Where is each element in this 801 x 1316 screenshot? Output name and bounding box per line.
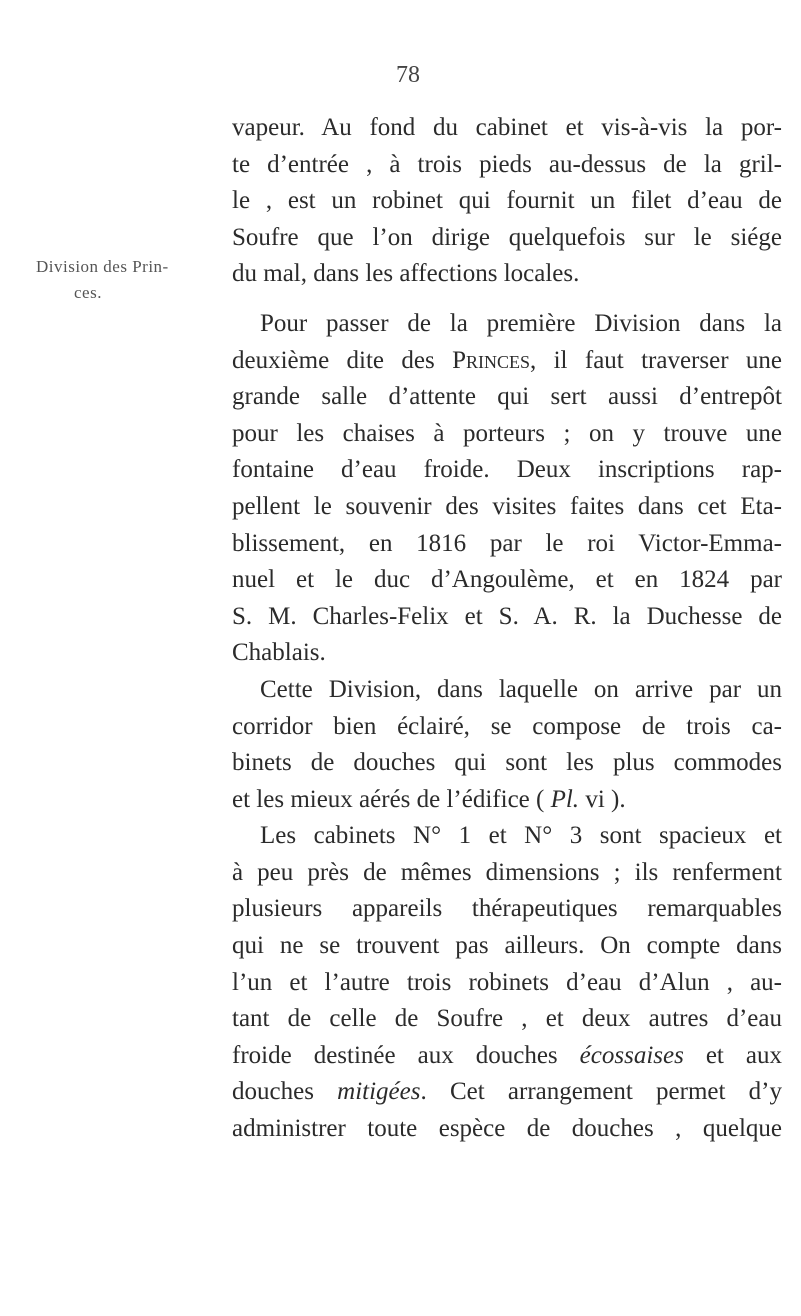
- text-line: administrer toute espèce de douches , quelque: [232, 1115, 782, 1143]
- italic-text: mitigées: [337, 1078, 421, 1106]
- margin-note-line-1: Division des Prin-: [36, 257, 169, 276]
- text-line: [232, 1074, 782, 1111]
- text-line: binets de douches qui sont les plus commodes: [232, 749, 782, 777]
- text-line: à peu près de mêmes dimensions ; ils renferment: [232, 858, 782, 886]
- text-line: Soufre que l’on dirige quelquefois sur le siége: [232, 223, 782, 251]
- text-line: nuel et le duc d’Angoulème, et en 1824 par: [232, 566, 782, 594]
- text-line: le , est un robinet qui fournit un filet d’eau de: [232, 187, 782, 215]
- text-segment: douches: [232, 1078, 338, 1106]
- text-segment: et les mieux aérés de l’édifice (: [232, 785, 551, 813]
- text-line: [232, 782, 782, 819]
- text-segment: , il faut traverser une: [530, 346, 782, 374]
- text-line: S. M. Charles-Felix et S. A. R. la Duchesse de: [232, 602, 782, 630]
- small-caps-text: Princes: [452, 346, 530, 374]
- text-segment: froide destinée aux douches: [232, 1041, 580, 1069]
- text-line: te d’entrée , à trois pieds au-dessus de la gril-: [232, 150, 782, 178]
- text-line: corridor bien éclairé, se compose de trois ca-: [232, 712, 782, 740]
- text-line: qui ne se trouvent pas ailleurs. On compte dans: [232, 932, 782, 960]
- text-line: l’un et l’autre trois robinets d’eau d’Alun , au-: [232, 968, 782, 996]
- paragraph-1: [232, 110, 782, 293]
- text-line: pour les chaises à porteurs ; on y trouve une: [232, 419, 782, 447]
- page-number: 78: [396, 62, 420, 88]
- italic-text: Pl.: [550, 785, 580, 813]
- text-line: du mal, dans les affections locales.: [232, 260, 580, 288]
- text-line: grande salle d’attente qui sert aussi d’entrepôt: [232, 383, 782, 411]
- text-segment: . Cet arrangement permet d’y: [420, 1078, 782, 1106]
- text-line: pellent le souvenir des visites faites dans cet Eta-: [232, 492, 782, 520]
- margin-note-line-2: ces.: [74, 283, 102, 302]
- text-line: vapeur. Au fond du cabinet et vis-à-vis la por-: [232, 114, 782, 141]
- text-line: Cette Division, dans laquelle on arrive par un: [260, 675, 782, 703]
- text-line: [232, 1038, 782, 1075]
- text-line: blissement, en 1816 par le roi Victor-Emma-: [232, 529, 782, 557]
- paragraph-3: [232, 672, 782, 818]
- text-line: fontaine d’eau froide. Deux inscriptions rap-: [232, 456, 782, 484]
- text-segment: vi ).: [579, 785, 626, 813]
- text-line: plusieurs appareils thérapeutiques remarquables: [232, 895, 782, 923]
- text-segment: deuxième dite des: [232, 346, 453, 374]
- text-segment: et aux: [683, 1041, 782, 1069]
- italic-text: écossaises: [579, 1041, 684, 1069]
- paragraph-4: [232, 818, 782, 1147]
- text-line: tant de celle de Soufre , et deux autres d’eau: [232, 1005, 782, 1033]
- margin-note: [36, 254, 252, 306]
- body-text: [232, 110, 782, 1148]
- text-line: [232, 343, 782, 380]
- text-line: Pour passer de la première Division dans la: [260, 309, 782, 337]
- text-line: Les cabinets N° 1 et N° 3 sont spacieux et: [260, 822, 782, 850]
- paragraph-2: [232, 306, 782, 672]
- text-line: Chablais.: [232, 639, 326, 667]
